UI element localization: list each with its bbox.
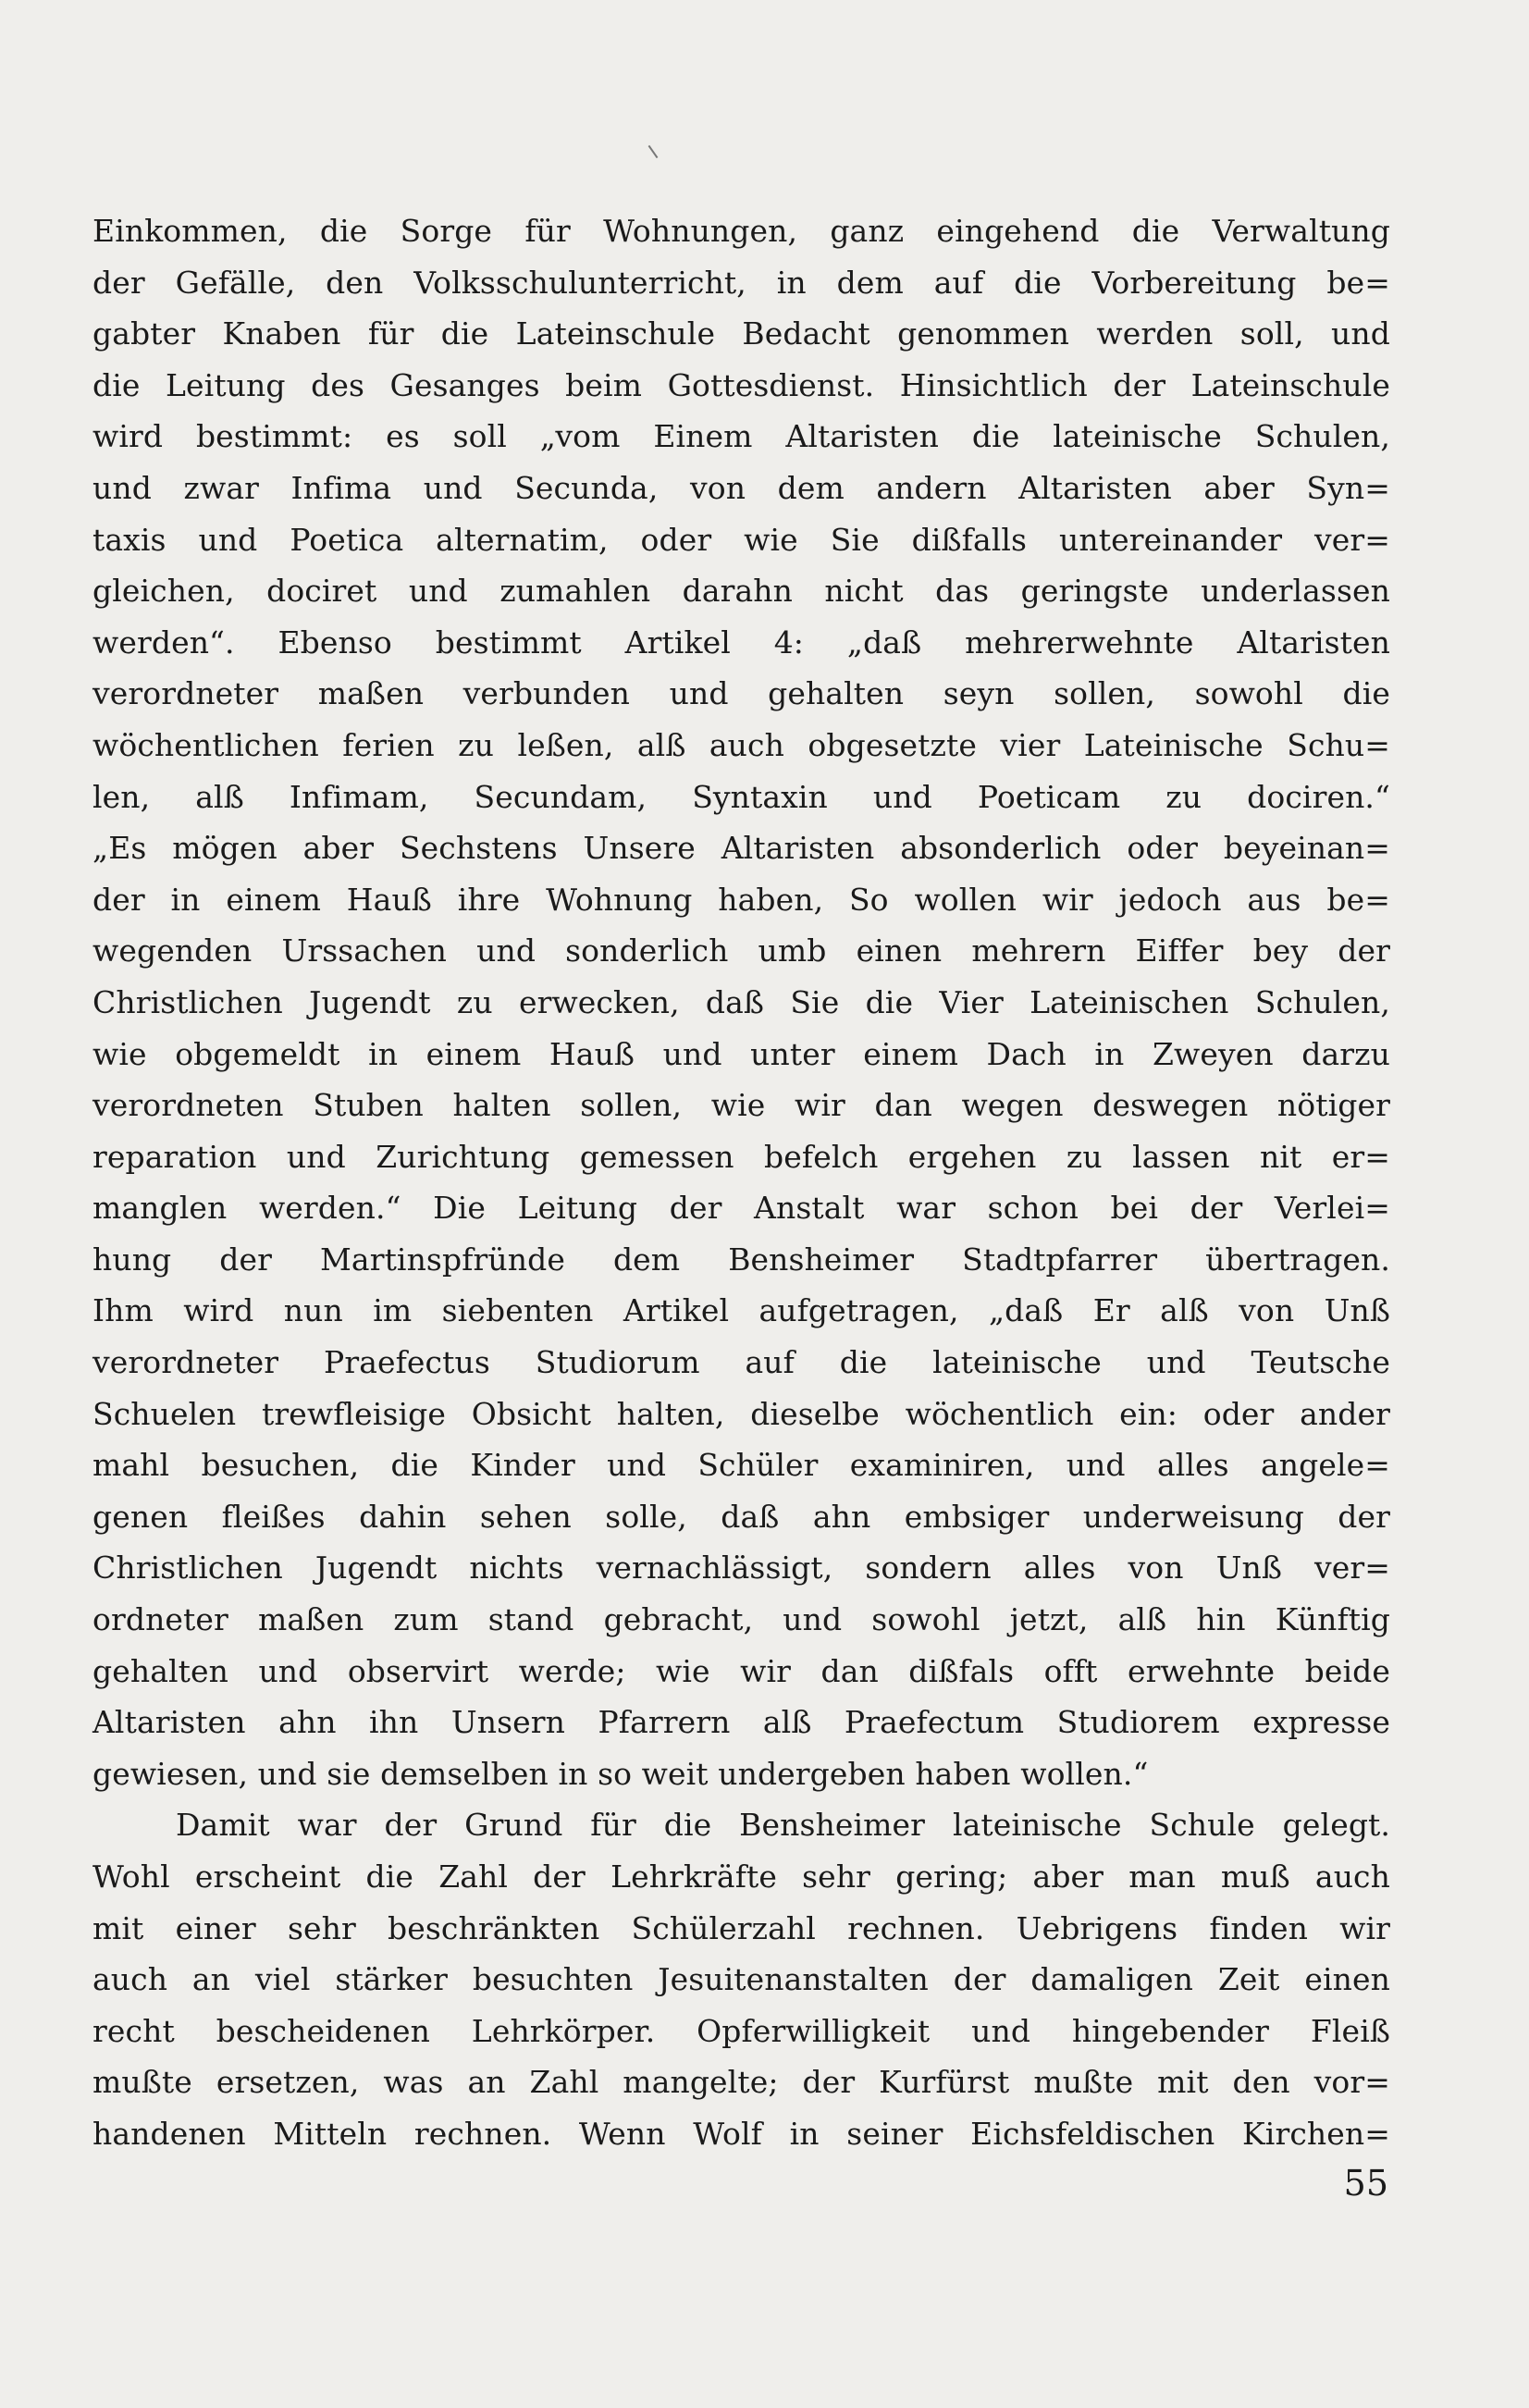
- text-line: wird bestimmt: es soll „vom Einem Altaristen die lateinische Schulen,: [92, 418, 1390, 455]
- text-line: Schuelen trewfleisige Obsicht halten, dieselbe wöchentlich ein: oder ander: [92, 1395, 1390, 1432]
- text-line: Einkommen, die Sorge für Wohnungen, ganz eingehend die Verwaltung: [92, 213, 1390, 249]
- text-line: hung der Martinspfründe dem Bensheimer Stadtpfarrer übertragen.: [92, 1241, 1390, 1278]
- text-line: len, alß Infimam, Secundam, Syntaxin und Poeticam zu dociren.“: [92, 778, 1390, 815]
- text-line: ordneter maßen zum stand gebracht, und sowohl jetzt, alß hin Künftig: [92, 1601, 1390, 1638]
- page-number: 55: [1343, 2163, 1388, 2204]
- text-line: der Gefälle, den Volksschulunterricht, in dem auf die Vorbereitung be=: [92, 264, 1390, 301]
- text-line: reparation und Zurichtung gemessen befelch ergehen zu lassen nit er=: [92, 1138, 1390, 1175]
- stray-mark: [648, 145, 659, 158]
- text-line: gleichen, dociret und zumahlen darahn nicht das geringste underlassen: [92, 573, 1390, 610]
- text-line: verordneter maßen verbunden und gehalten seyn sollen, sowohl die: [92, 675, 1390, 712]
- text-line: verordneten Stuben halten sollen, wie wir dan wegen deswegen nötiger: [92, 1087, 1390, 1124]
- text-line: verordneter Praefectus Studiorum auf die lateinische und Teutsche: [92, 1344, 1390, 1381]
- text-line: wegenden Urssachen und sonderlich umb einen mehrern Eiffer bey der: [92, 932, 1390, 969]
- text-line: „Es mögen aber Sechstens Unsere Altaristen absonderlich oder beyeinan=: [92, 830, 1390, 867]
- text-line: wöchentlichen ferien zu leßen, alß auch obgesetzte vier Lateinische Schu=: [92, 726, 1390, 763]
- text-line: werden“. Ebenso bestimmt Artikel 4: „daß mehrerwehnte Altaristen: [92, 624, 1390, 661]
- text-line: handenen Mitteln rechnen. Wenn Wolf in seiner Eichsfeldischen Kirchen=: [92, 2115, 1390, 2152]
- text-line: die Leitung des Gesanges beim Gottesdienst. Hinsichtlich der Lateinschule: [92, 366, 1390, 403]
- text-line: mahl besuchen, die Kinder und Schüler examiniren, und alles angele=: [92, 1447, 1390, 1484]
- text-line: genen fleißes dahin sehen solle, daß ahn embsiger underweisung der: [92, 1498, 1390, 1535]
- text-line: Wohl erscheint die Zahl der Lehrkräfte sehr gering; aber man muß auch: [92, 1858, 1390, 1895]
- text-line: auch an viel stärker besuchten Jesuitenanstalten der damaligen Zeit einen: [92, 1961, 1390, 1998]
- text-line: gehalten und observirt werde; wie wir dan dißfals offt erwehnte beide: [92, 1652, 1390, 1689]
- text-line: und zwar Infima und Secunda, von dem andern Altaristen aber Syn=: [92, 469, 1390, 506]
- text-line: Altaristen ahn ihn Unsern Pfarrern alß Praefectum Studiorem expresse: [92, 1704, 1390, 1741]
- text-line: Damit war der Grund für die Bensheimer lateinische Schule gelegt.: [176, 1807, 1390, 1844]
- text-line: manglen werden.“ Die Leitung der Anstalt war schon bei der Verlei=: [92, 1190, 1390, 1227]
- body-text: [92, 205, 1390, 2160]
- text-line: mußte ersetzen, was an Zahl mangelte; der Kurfürst mußte mit den vor=: [92, 2064, 1390, 2101]
- text-line: mit einer sehr beschränkten Schülerzahl rechnen. Uebrigens finden wir: [92, 1909, 1390, 1946]
- text-line: Christlichen Jugendt zu erwecken, daß Sie die Vier Lateinischen Schulen,: [92, 983, 1390, 1020]
- text-line: wie obgemeldt in einem Hauß und unter einem Dach in Zweyen darzu: [92, 1035, 1390, 1072]
- text-line: taxis und Poetica alternatim, oder wie Sie dißfalls untereinander ver=: [92, 521, 1390, 558]
- text-line: gabter Knaben für die Lateinschule Bedacht genommen werden soll, und: [92, 315, 1390, 352]
- text-line: Ihm wird nun im siebenten Artikel aufgetragen, „daß Er alß von Unß: [92, 1292, 1390, 1329]
- text-line: recht bescheidenen Lehrkörper. Opferwilligkeit und hingebender Fleiß: [92, 2012, 1390, 2049]
- text-line: Christlichen Jugendt nichts vernachlässigt, sondern alles von Unß ver=: [92, 1550, 1390, 1587]
- text-line: der in einem Hauß ihre Wohnung haben, So wollen wir jedoch aus be=: [92, 881, 1390, 918]
- text-line: gewiesen, und sie demselben in so weit undergeben haben wollen.“: [92, 1755, 1149, 1792]
